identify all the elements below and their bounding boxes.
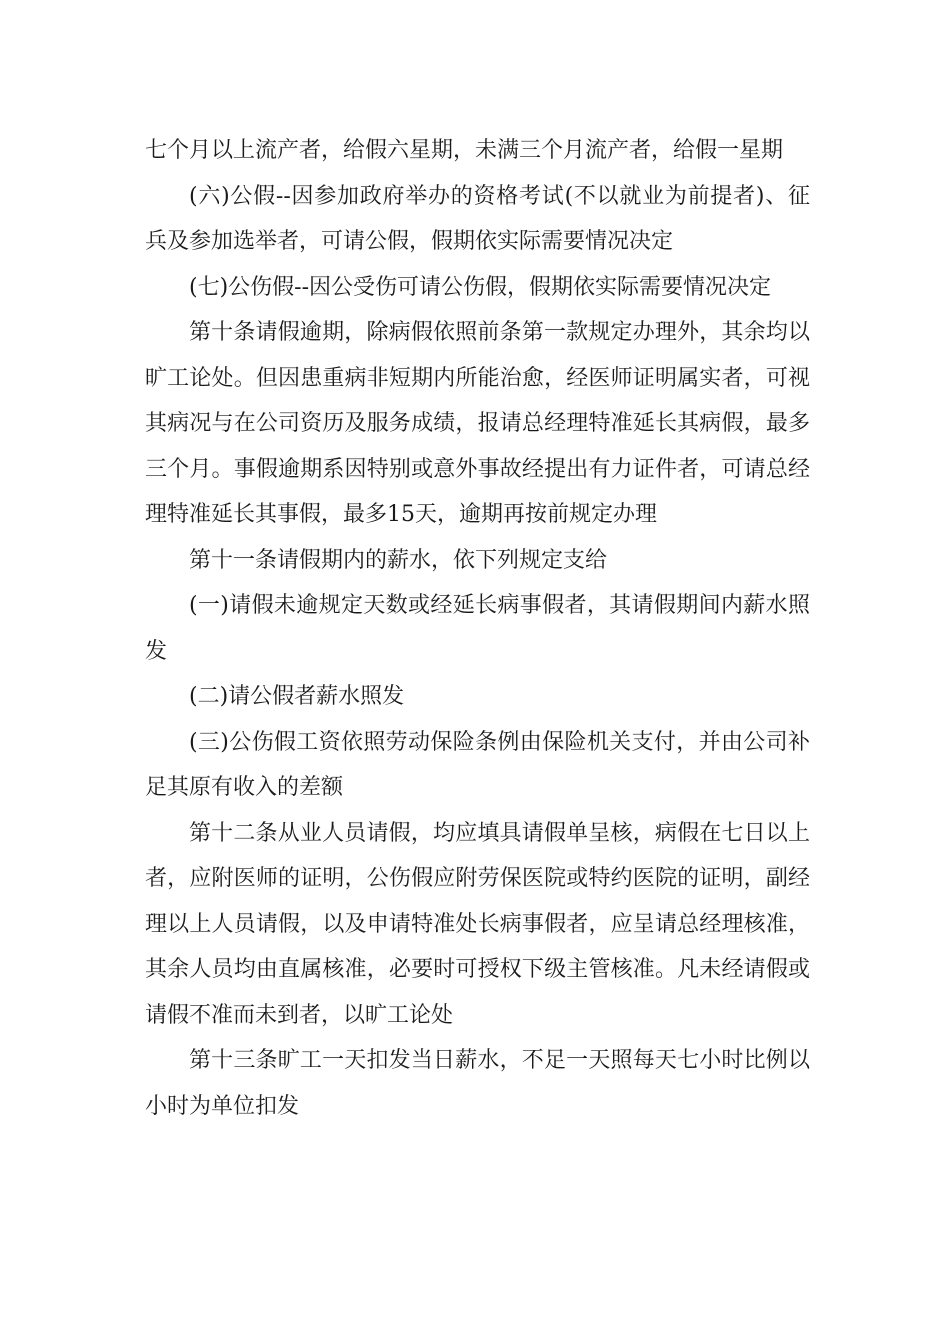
paragraph-public-leave: (六)公假--因参加政府举办的资格考试(不以就业为前提者)、征兵及参加选举者，可请公假，假期依实际需要情况决定	[145, 183, 810, 254]
paragraph-article-10: 第十条请假逾期，除病假依照前条第一款规定办理外，其余均以旷工论处。但因患重病非短期内所能治愈，经医师证明属实者，可视其病况与在公司资历及服务成绩，报请总经理特准延长其病假，最多三个月。事假逾期系因特别或意外事故经提出有力证件者，可请总经理特准延长其事假，最多15天，逾期再按前规定办理	[145, 320, 810, 527]
paragraph-article-11-item-1: (一)请假未逾规定天数或经延长病事假者，其请假期间内薪水照发	[145, 593, 810, 664]
paragraph-article-11-item-3: (三)公伤假工资依照劳动保险条例由保险机关支付，并由公司补足其原有收入的差额	[145, 729, 810, 800]
document-body	[145, 128, 810, 1129]
paragraph-maternity-leave-cont: 七个月以上流产者，给假六星期，未满三个月流产者，给假一星期	[145, 138, 784, 163]
paragraph-article-13: 第十三条旷工一天扣发当日薪水，不足一天照每天七小时比例以小时为单位扣发	[145, 1048, 810, 1119]
paragraph-injury-leave: (七)公伤假--因公受伤可请公伤假，假期依实际需要情况决定	[189, 274, 772, 300]
paragraph-article-11-item-2: (二)请公假者薪水照发	[189, 684, 405, 709]
paragraph-article-11: 第十一条请假期内的薪水，依下列规定支给	[189, 547, 608, 573]
paragraph-article-12: 第十二条从业人员请假，均应填具请假单呈核，病假在七日以上者，应附医师的证明，公伤假应附劳保医院或特约医院的证明，副经理以上人员请假，以及申请特准处长病事假者，应呈请总经理核准，其余人员均由直属核准，必要时可授权下级主管核准。凡未经请假或请假不准而未到者，以旷工论处	[145, 820, 810, 1028]
